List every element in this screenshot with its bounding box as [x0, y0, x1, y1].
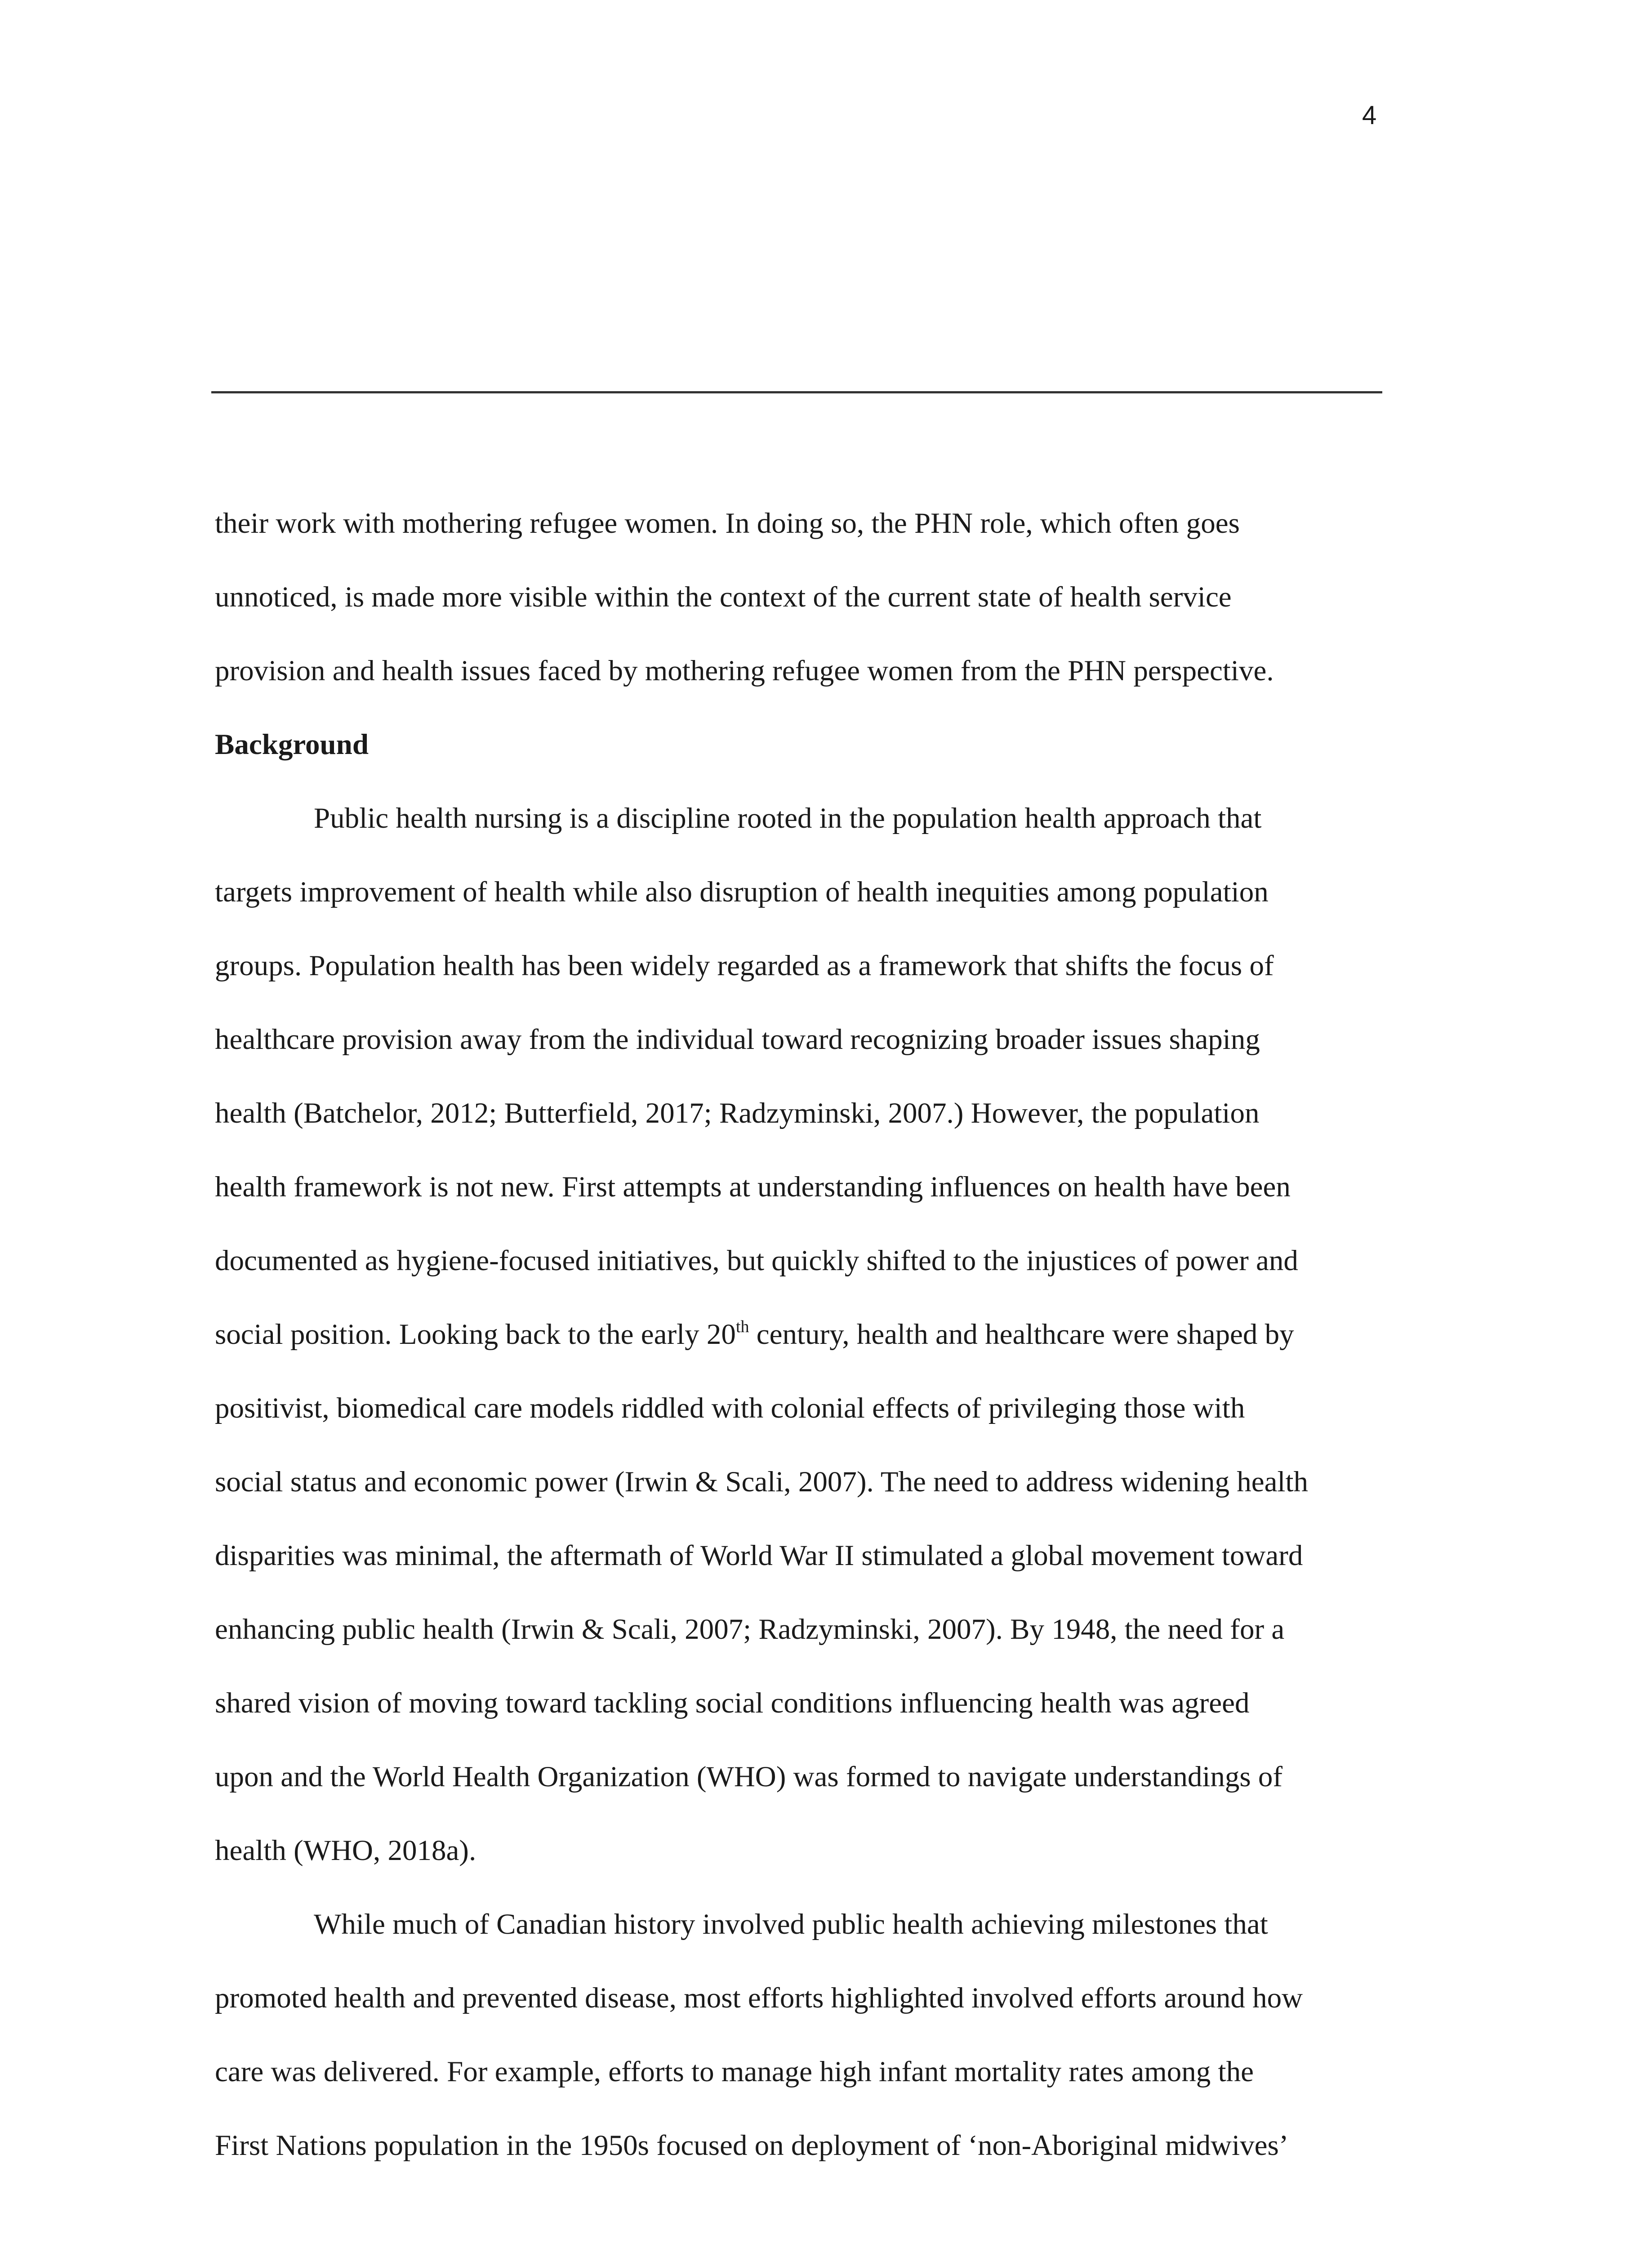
text-line: health (WHO, 2018a).: [215, 1834, 476, 1867]
text-line-with-superscript: [215, 1298, 1438, 1371]
text-line: upon and the World Health Organization (WHO) was formed to navigate understandings of: [215, 1761, 1283, 1793]
text-line: health framework is not new. First attempts at understanding influences on health have been: [215, 1171, 1291, 1203]
text-line: unnoticed, is made more visible within the context of the current state of health service: [215, 581, 1232, 613]
text-line: provision and health issues faced by mothering refugee women from the PHN perspective.: [215, 655, 1274, 687]
section-heading-background: Background: [215, 728, 369, 761]
ordinal-superscript: th: [735, 1317, 749, 1336]
text-line: shared vision of moving toward tackling social conditions influencing health was agreed: [215, 1687, 1250, 1719]
text-line: enhancing public health (Irwin & Scali, 2007; Radzyminski, 2007). By 1948, the need for a: [215, 1613, 1285, 1646]
text-line: their work with mothering refugee women. In doing so, the PHN role, which often goes: [215, 507, 1240, 540]
text-line: care was delivered. For example, efforts to manage high infant mortality rates among the: [215, 2056, 1254, 2088]
text-line: healthcare provision away from the individual toward recognizing broader issues shaping: [215, 1023, 1260, 1056]
text-segment: century, health and healthcare were shaped by: [749, 1318, 1294, 1351]
paragraph-first-line: Public health nursing is a discipline rooted in the population health approach that: [314, 802, 1262, 834]
text-line: positivist, biomedical care models riddled with colonial effects of privileging those with: [215, 1392, 1245, 1424]
header-divider: [211, 391, 1382, 393]
document-body: [215, 486, 1438, 2182]
text-line: promoted health and prevented disease, most efforts highlighted involved efforts around how: [215, 1982, 1303, 2014]
text-line: documented as hygiene-focused initiatives, but quickly shifted to the injustices of power and: [215, 1244, 1298, 1277]
text-line: groups. Population health has been widely regarded as a framework that shifts the focus of: [215, 950, 1274, 982]
page-number: 4: [1362, 101, 1377, 130]
paragraph-first-line: While much of Canadian history involved public health achieving milestones that: [314, 1908, 1268, 1940]
text-line: social status and economic power (Irwin & Scali, 2007). The need to address widening health: [215, 1466, 1309, 1498]
text-line: disparities was minimal, the aftermath of World War II stimulated a global movement toward: [215, 1539, 1303, 1572]
text-line: targets improvement of health while also disruption of health inequities among population: [215, 876, 1269, 908]
text-line: First Nations population in the 1950s focused on deployment of ‘non-Aboriginal midwives’: [215, 2129, 1289, 2162]
text-segment: social position. Looking back to the early 20: [215, 1318, 736, 1351]
text-line: health (Batchelor, 2012; Butterfield, 2017; Radzyminski, 2007.) However, the population: [215, 1097, 1260, 1129]
